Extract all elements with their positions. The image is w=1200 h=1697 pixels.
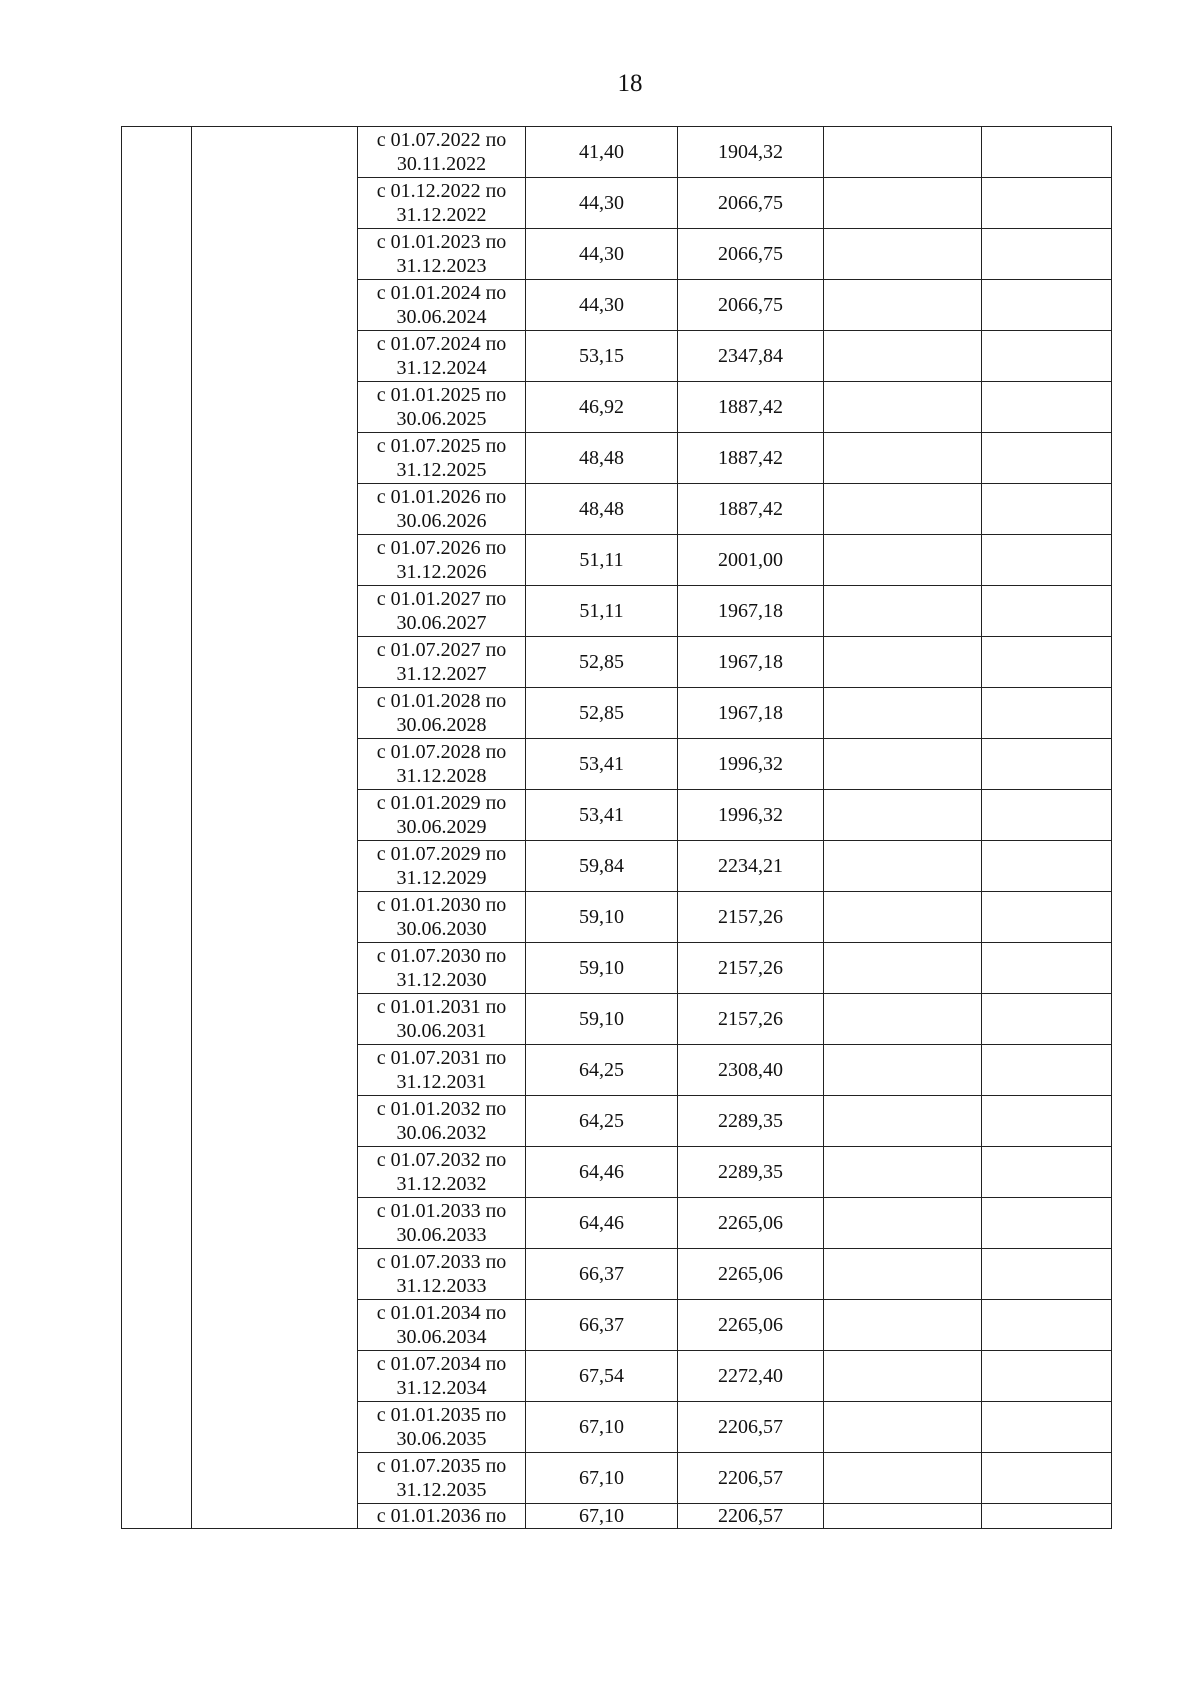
period-cell [358,586,526,637]
period-start: с 01.01.2033 по [376,1200,507,1222]
period-end: 31.12.2024 [396,357,487,379]
value-cell-2: 2157,26 [678,943,824,994]
empty-cell-1 [824,994,982,1045]
empty-cell-1 [824,178,982,229]
period-cell [358,790,526,841]
period-end: 30.06.2034 [396,1326,487,1348]
empty-cell-2 [982,739,1112,790]
empty-cell-1 [824,1147,982,1198]
period-cell [358,433,526,484]
value-cell-2: 2234,21 [678,841,824,892]
empty-cell-2 [982,688,1112,739]
value-cell-1: 59,10 [526,994,678,1045]
empty-cell-2 [982,1453,1112,1504]
value-cell-1: 64,46 [526,1147,678,1198]
value-cell-1: 44,30 [526,178,678,229]
period-end: 31.12.2029 [396,867,487,889]
value-cell-1: 52,85 [526,688,678,739]
value-cell-2: 2347,84 [678,331,824,382]
empty-cell-2 [982,892,1112,943]
value-cell-2: 1967,18 [678,586,824,637]
period-cell [358,178,526,229]
empty-cell-2 [982,1402,1112,1453]
value-cell-2: 2066,75 [678,178,824,229]
empty-cell-1 [824,790,982,841]
period-cell [358,1453,526,1504]
empty-cell-1 [824,127,982,178]
value-cell-2: 2066,75 [678,280,824,331]
empty-cell-2 [982,535,1112,586]
value-cell-1: 41,40 [526,127,678,178]
period-start: с 01.07.2032 по [376,1149,507,1171]
value-cell-2: 2265,06 [678,1249,824,1300]
empty-cell-2 [982,1198,1112,1249]
period-end: 30.06.2032 [396,1122,487,1144]
period-end: 30.11.2022 [396,153,487,175]
empty-cell-1 [824,229,982,280]
period-cell [358,688,526,739]
empty-cell-1 [824,1453,982,1504]
value-cell-1: 53,15 [526,331,678,382]
period-end: 30.06.2027 [396,612,487,634]
period-end: 30.06.2026 [396,510,487,532]
empty-cell-2 [982,943,1112,994]
period-cell [358,1402,526,1453]
period-end: 31.12.2034 [396,1377,487,1399]
period-start: с 01.01.2032 по [376,1098,507,1120]
value-cell-1: 44,30 [526,280,678,331]
empty-cell-1 [824,535,982,586]
period-cell [358,892,526,943]
value-cell-1: 53,41 [526,790,678,841]
period-end: 30.06.2031 [396,1020,487,1042]
period-start: с 01.01.2031 по [376,996,507,1018]
empty-cell-2 [982,637,1112,688]
value-cell-1: 59,10 [526,892,678,943]
period-end: 31.12.2022 [396,204,487,226]
value-cell-1: 64,25 [526,1045,678,1096]
value-cell-1: 66,37 [526,1300,678,1351]
period-start: с 01.01.2028 по [376,690,507,712]
period-cell [358,1198,526,1249]
empty-cell-1 [824,1351,982,1402]
page-number: 18 [617,70,643,97]
period-start: с 01.07.2025 по [376,435,507,457]
empty-cell-1 [824,688,982,739]
value-cell-1: 48,48 [526,433,678,484]
value-cell-1: 67,10 [526,1504,678,1529]
empty-cell-1 [824,1300,982,1351]
period-start: с 01.01.2024 по [376,282,507,304]
empty-cell-2 [982,280,1112,331]
value-cell-1: 53,41 [526,739,678,790]
period-cell [358,1045,526,1096]
empty-cell-1 [824,382,982,433]
empty-cell-1 [824,433,982,484]
empty-cell-2 [982,484,1112,535]
empty-cell-2 [982,382,1112,433]
period-start: с 01.01.2023 по [376,231,507,253]
empty-cell-1 [824,943,982,994]
period-cell [358,331,526,382]
period-start: с 01.07.2022 по [376,129,507,151]
value-cell-2: 2206,57 [678,1504,824,1529]
empty-cell-2 [982,1045,1112,1096]
value-cell-2: 2265,06 [678,1198,824,1249]
value-cell-1: 64,25 [526,1096,678,1147]
empty-cell-1 [824,1249,982,1300]
period-cell [358,637,526,688]
value-cell-1: 67,10 [526,1402,678,1453]
empty-cell-2 [982,841,1112,892]
period-start: с 01.07.2031 по [376,1047,507,1069]
period-end: 31.12.2028 [396,765,487,787]
value-cell-2: 2265,06 [678,1300,824,1351]
merged-column-2 [192,127,358,1529]
empty-cell-1 [824,484,982,535]
period-start: с 01.01.2027 по [376,588,507,610]
empty-cell-2 [982,127,1112,178]
period-cell [358,1300,526,1351]
period-cell [358,535,526,586]
period-end: 31.12.2032 [396,1173,487,1195]
value-cell-2: 2157,26 [678,892,824,943]
empty-cell-1 [824,331,982,382]
value-cell-2: 2272,40 [678,1351,824,1402]
value-cell-1: 48,48 [526,484,678,535]
empty-cell-1 [824,739,982,790]
value-cell-1: 59,10 [526,943,678,994]
period-cell [358,1351,526,1402]
period-end: 30.06.2033 [396,1224,487,1246]
period-end: 30.06.2024 [396,306,487,328]
period-end: 31.12.2030 [396,969,487,991]
period-cell [358,127,526,178]
period-start: с 01.07.2030 по [376,945,507,967]
value-cell-1: 67,10 [526,1453,678,1504]
empty-cell-2 [982,994,1112,1045]
period-start: с 01.01.2035 по [376,1404,507,1426]
period-start: с 01.07.2027 по [376,639,507,661]
period-end: 30.06.2030 [396,918,487,940]
period-start: с 01.07.2028 по [376,741,507,763]
period-end: 30.06.2028 [396,714,487,736]
empty-cell-2 [982,229,1112,280]
period-cell [358,1147,526,1198]
value-cell-2: 1967,18 [678,637,824,688]
value-cell-2: 1887,42 [678,484,824,535]
period-cell [358,1249,526,1300]
table-row [122,127,1112,178]
period-end: 31.12.2025 [396,459,487,481]
value-cell-1: 51,11 [526,586,678,637]
value-cell-1: 52,85 [526,637,678,688]
value-cell-1: 64,46 [526,1198,678,1249]
period-start: с 01.07.2035 по [376,1455,507,1477]
value-cell-2: 2308,40 [678,1045,824,1096]
value-cell-2: 1904,32 [678,127,824,178]
empty-cell-1 [824,1402,982,1453]
period-start: с 01.01.2029 по [376,792,507,814]
empty-cell-2 [982,1249,1112,1300]
period-cell [358,1504,526,1529]
empty-cell-2 [982,1504,1112,1529]
period-end: 30.06.2025 [396,408,487,430]
value-cell-1: 66,37 [526,1249,678,1300]
value-cell-2: 2289,35 [678,1147,824,1198]
period-cell [358,484,526,535]
empty-cell-2 [982,790,1112,841]
period-cell [358,382,526,433]
period-cell [358,994,526,1045]
period-start: с 01.01.2034 по [376,1302,507,1324]
empty-cell-1 [824,1096,982,1147]
empty-cell-2 [982,1300,1112,1351]
empty-cell-1 [824,841,982,892]
empty-cell-1 [824,1045,982,1096]
period-cell [358,229,526,280]
value-cell-2: 1996,32 [678,739,824,790]
value-cell-2: 2066,75 [678,229,824,280]
period-start: с 01.01.2025 по [376,384,507,406]
period-start: с 01.07.2033 по [376,1251,507,1273]
period-start: с 01.12.2022 по [376,180,507,202]
period-start: с 01.01.2036 по [376,1505,507,1527]
value-cell-2: 2289,35 [678,1096,824,1147]
merged-column-1 [122,127,192,1529]
tariff-table-body [122,127,1112,1529]
value-cell-2: 2206,57 [678,1402,824,1453]
period-start: с 01.07.2024 по [376,333,507,355]
period-cell [358,739,526,790]
value-cell-1: 44,30 [526,229,678,280]
period-start: с 01.01.2030 по [376,894,507,916]
empty-cell-1 [824,1198,982,1249]
period-end: 31.12.2027 [396,663,487,685]
empty-cell-2 [982,1096,1112,1147]
empty-cell-1 [824,892,982,943]
period-end: 31.12.2023 [396,255,487,277]
period-end: 31.12.2033 [396,1275,487,1297]
period-start: с 01.07.2029 по [376,843,507,865]
period-cell [358,943,526,994]
empty-cell-2 [982,586,1112,637]
value-cell-2: 1967,18 [678,688,824,739]
empty-cell-2 [982,1351,1112,1402]
period-cell [358,280,526,331]
value-cell-2: 1996,32 [678,790,824,841]
value-cell-2: 2206,57 [678,1453,824,1504]
period-cell [358,1096,526,1147]
period-start: с 01.07.2034 по [376,1353,507,1375]
period-cell [358,841,526,892]
value-cell-2: 1887,42 [678,382,824,433]
period-start: с 01.07.2026 по [376,537,507,559]
period-end: 30.06.2035 [396,1428,487,1450]
empty-cell-2 [982,1147,1112,1198]
empty-cell-2 [982,331,1112,382]
value-cell-2: 2157,26 [678,994,824,1045]
period-start: с 01.01.2026 по [376,486,507,508]
empty-cell-1 [824,637,982,688]
period-end: 31.12.2035 [396,1479,487,1501]
tariff-table [121,126,1112,1529]
period-end: 31.12.2026 [396,561,487,583]
empty-cell-2 [982,433,1112,484]
value-cell-2: 2001,00 [678,535,824,586]
period-end: 30.06.2029 [396,816,487,838]
empty-cell-1 [824,280,982,331]
empty-cell-2 [982,178,1112,229]
value-cell-1: 51,11 [526,535,678,586]
value-cell-1: 59,84 [526,841,678,892]
value-cell-2: 1887,42 [678,433,824,484]
empty-cell-1 [824,1504,982,1529]
value-cell-1: 46,92 [526,382,678,433]
value-cell-1: 67,54 [526,1351,678,1402]
period-end: 31.12.2031 [396,1071,487,1093]
empty-cell-1 [824,586,982,637]
